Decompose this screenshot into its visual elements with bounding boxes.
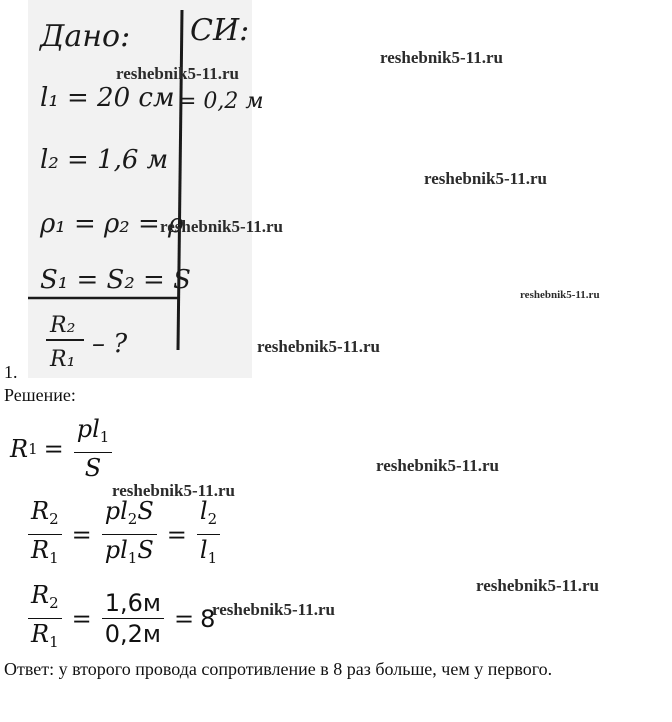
f2-lhs-denominator xyxy=(28,535,62,573)
question-denominator: R₁ xyxy=(50,347,76,372)
watermark: reshebnik5-11.ru xyxy=(112,481,235,500)
f3-lhs-numerator xyxy=(28,580,62,619)
f3-lhs-fraction xyxy=(28,580,62,657)
f2-rhs-fraction xyxy=(197,496,220,573)
f3-lhs-denominator xyxy=(28,619,62,657)
formula-ratio-numeric xyxy=(24,580,215,657)
f2-lhs-den: R xyxy=(31,536,50,564)
question-mark: – ? xyxy=(92,329,128,359)
watermark: reshebnik5-11.ru xyxy=(376,456,499,475)
f2-mid-den-sub: 1 xyxy=(127,549,138,567)
answer-text: Ответ: у второго провода сопротивление в 8 раз больше, чем у первого. xyxy=(4,659,553,679)
solution-label: Решение: xyxy=(4,385,76,405)
watermark: reshebnik5-11.ru xyxy=(424,169,547,188)
f1-num-sub: 1 xyxy=(99,428,110,446)
f2-rhs-numerator xyxy=(197,496,220,535)
f2-mid-num-a: pl xyxy=(104,497,128,525)
f2-lhs-num: R xyxy=(31,497,50,525)
f3-lhs-num: R xyxy=(31,581,50,609)
formula-resistance-r1 xyxy=(10,414,116,483)
given-l1-si: = 0,2 м xyxy=(178,89,264,114)
f2-rhs-den-sub: 1 xyxy=(207,549,218,567)
watermark: reshebnik5-11.ru xyxy=(520,289,600,301)
watermark: reshebnik5-11.ru xyxy=(212,600,335,619)
f3-eq1: = xyxy=(71,604,92,633)
watermark: reshebnik5-11.ru xyxy=(116,64,239,83)
given-title: Дано: xyxy=(40,19,131,54)
watermark: reshebnik5-11.ru xyxy=(160,217,283,236)
f3-denominator: 0,2м xyxy=(104,620,162,648)
f1-lhs-sub: 1 xyxy=(28,439,38,458)
f2-mid-denominator xyxy=(102,535,157,573)
watermark: reshebnik5-11.ru xyxy=(257,337,380,356)
f2-rhs-num-sub: 2 xyxy=(207,510,218,528)
f2-mid-den-a: pl xyxy=(104,536,128,564)
formula-ratio-symbolic xyxy=(24,496,224,573)
f2-rhs-denominator xyxy=(197,535,220,573)
f1-numerator xyxy=(74,414,113,453)
given-l2: l₂ = 1,6 м xyxy=(40,145,169,175)
f3-lhs-den-sub: 1 xyxy=(49,633,59,651)
f2-lhs-fraction xyxy=(28,496,62,573)
f3-numerator: 1,6м xyxy=(102,588,164,619)
si-title: СИ: xyxy=(190,13,250,48)
given-l1: l₁ = 20 см xyxy=(40,83,175,113)
f1-denominator xyxy=(82,453,104,483)
watermark: reshebnik5-11.ru xyxy=(476,576,599,595)
given-scan xyxy=(28,0,264,378)
f3-lhs-den: R xyxy=(31,620,50,648)
f3-eq2: = xyxy=(174,604,195,633)
f2-lhs-numerator xyxy=(28,496,62,535)
f2-mid-num-b: S xyxy=(137,497,154,525)
f3-value-fraction xyxy=(102,588,164,649)
f2-mid-num-sub: 2 xyxy=(127,510,138,528)
f2-eq1: = xyxy=(71,520,92,549)
given-rho: ρ₁ = ρ₂ = ρ xyxy=(40,209,184,239)
f1-lhs: R xyxy=(10,434,29,463)
f1-den: S xyxy=(84,454,102,482)
f3-lhs-num-sub: 2 xyxy=(49,594,59,612)
f3-result: 8 xyxy=(200,604,216,633)
f2-eq2: = xyxy=(166,520,187,549)
f2-rhs-num: l xyxy=(199,497,208,525)
watermark: reshebnik5-11.ru xyxy=(380,48,503,67)
given-area: S₁ = S₂ = S xyxy=(40,265,191,295)
f2-lhs-num-sub: 2 xyxy=(49,510,59,528)
given-scan-svg xyxy=(28,0,264,378)
problem-number: 1. xyxy=(4,362,18,382)
f1-eq: = xyxy=(43,434,64,463)
f2-mid-den-b: S xyxy=(137,536,154,564)
f2-rhs-den: l xyxy=(199,536,208,564)
question-numerator: R₂ xyxy=(50,313,76,338)
f2-mid-fraction xyxy=(102,496,157,573)
f2-mid-numerator xyxy=(102,496,157,535)
f1-num: pl xyxy=(76,415,100,443)
f2-lhs-den-sub: 1 xyxy=(49,549,59,567)
f1-fraction xyxy=(74,414,113,483)
